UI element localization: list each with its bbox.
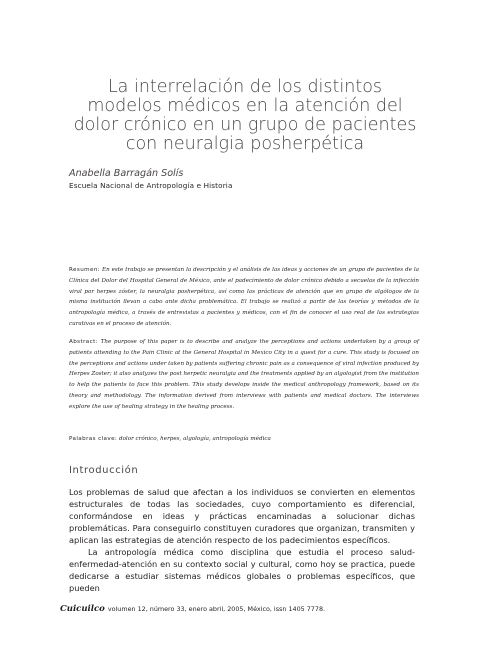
keywords-text: dolor crónico, herpes, algología, antropología médica	[118, 436, 271, 442]
body-text	[69, 486, 415, 594]
abstract-text: The purpose of this paper is to describe and analyze the perceptions and actions undertaken by a group of patients attending to the Pain Clinic at the General Hospital in Mexico City in a quest for a cure. This study is focused on the perceptions and actions under taken by patients suffering chronic pain as a consequence of viral infection produced by Herpes Zoster; it also analyzes the post herpetic neuralgia and the treatments applied by an algologist from the institution to help the patients to face this problem. This study develops inside the medical anthropology framework, based on its theory and methodology. The information derived from interviews with patients and medical doctors. The interviews explore the use of healing strategy in the healing process.	[69, 339, 419, 410]
resumen-text: En este trabajo se presentan la descripción y el análisis de las ideas y acciones de un grupo de pacientes de la Clínica del Dolor del Hospital General de México, ante el padecimiento de dolor crónico debido a secuelas de la infección viral por herpes zóster, la neuralgia posherpética, así como las prácticas de atención que en grupo de algólogos de la misma institución llevan a cabo ante dicha problemática. El trabajo se realizó a partir de las teorías y métodos de la antropología médica, a través de entrevistas a pacientes y médicos, con el fin de conocer el uso real de las estrategias curativas en el proceso de atención.	[69, 267, 420, 327]
author-name: Anabella Barragán Solís	[69, 168, 184, 179]
title-line: con neuralgia posherpética	[125, 134, 365, 154]
journal-citation: volumen 12, número 33, enero abril, 2005, México, issn 1405 7778.	[107, 605, 326, 613]
title-line: dolor crónico en un grupo de pacientes	[73, 115, 417, 135]
body-paragraph: Los problemas de salud que afectan a los individuos se convierten en elementos estructurales de todas las sociedades, cuyo comportamiento es diferencial, conformándose en ideas y prácticas encaminadas a solucionar dichas problemáticas. Para conseguirlo constituyen curadores que organizan, transmiten y aplican las estrategias de atención respecto de los padecimientos específicos.	[69, 487, 415, 545]
resumen-label: Resumen:	[69, 267, 101, 273]
body-paragraph: La antropología médica como disciplina que estudia el proceso salud-enfermedad-atención en su contexto social y cultural, como hoy se practica, puede dedicarse a estudiar sistemas médicos globales o problemas específicos, que pueden	[69, 547, 415, 593]
section-heading: Introducción	[69, 465, 139, 476]
abstract-block	[69, 337, 419, 413]
keywords-block	[69, 434, 419, 445]
abstract-label: Abstract:	[69, 339, 98, 345]
resumen-block	[69, 265, 419, 330]
page-footer	[60, 604, 325, 614]
journal-logo: Cuicuilco	[60, 604, 105, 614]
title-line: modelos médicos en la atención del	[87, 96, 403, 116]
keywords-label: Palabras clave:	[69, 436, 118, 442]
title-line: La interrelación de los distintos	[107, 77, 383, 97]
author-affiliation: Escuela Nacional de Antropología e Historia	[69, 181, 233, 190]
article-title	[60, 78, 430, 154]
